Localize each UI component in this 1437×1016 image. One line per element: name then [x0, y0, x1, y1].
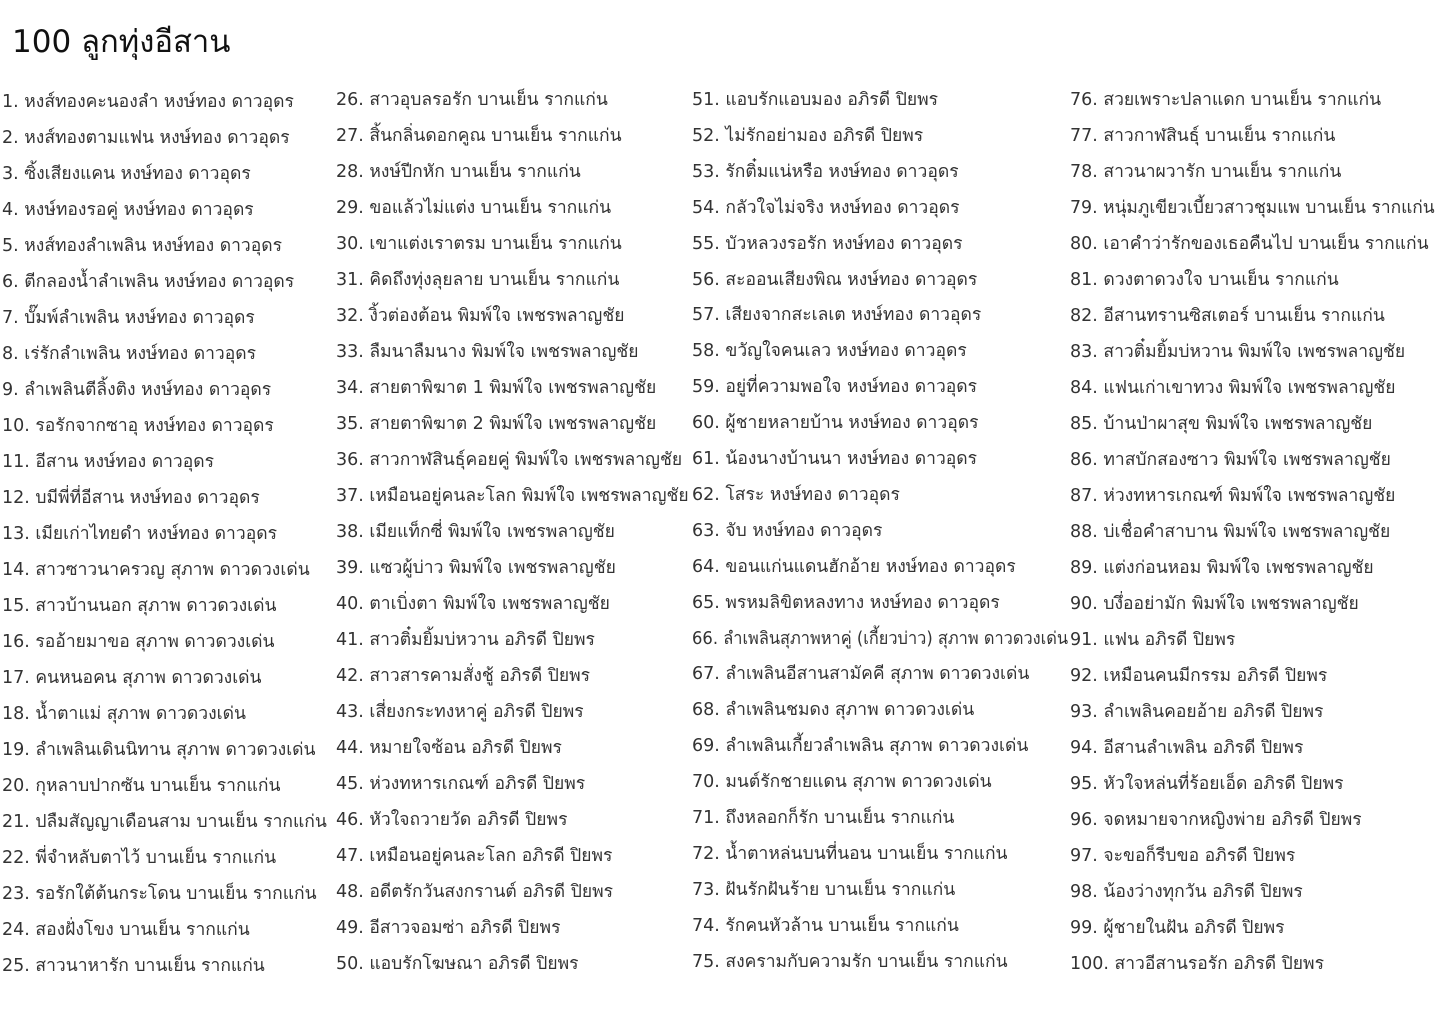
song-item: 16. รออ้ายมาขอ สุภาพ ดาวดวงเด่น [2, 632, 275, 652]
song-item: 96. จดหมายจากหญิงพ่าย อภิรดี ปิยพร [1070, 810, 1362, 830]
song-item: 81. ดวงตาดวงใจ บานเย็น รากแก่น [1070, 270, 1339, 290]
song-item: 30. เขาแต่งเราตรม บานเย็น รากแก่น [336, 234, 622, 254]
song-item: 67. ลำเพลินอีสานสามัคคี สุภาพ ดาวดวงเด่น [692, 664, 1030, 685]
song-item: 9. ลำเพลินตีลิ้งติง หงษ์ทอง ดาวอุดร [2, 380, 272, 400]
song-item: 7. บั๊มพ์ลำเพลิน หงษ์ทอง ดาวอุดร [2, 308, 255, 328]
song-item: 3. ซิ้งเสียงแคน หงษ์ทอง ดาวอุดร [2, 164, 251, 184]
song-item: 27. สิ้นกลิ่นดอกคูณ บานเย็น รากแก่น [336, 126, 622, 146]
song-item: 41. สาวติ๋มยิ้มบ่หวาน อภิรดี ปิยพร [336, 630, 595, 650]
song-item: 89. แต่งก่อนหอม พิมพ์ใจ เพชรพลาญชัย [1070, 558, 1374, 578]
song-item: 48. อดีตรักวันสงกรานต์ อภิรดี ปิยพร [336, 882, 614, 902]
song-item: 49. อีสาวจอมซ่า อภิรดี ปิยพร [336, 918, 561, 938]
song-item: 23. รอรักใต้ต้นกระโดน บานเย็น รากแก่น [2, 884, 317, 904]
song-item: 19. ลำเพลินเดินนิทาน สุภาพ ดาวดวงเด่น [2, 740, 316, 760]
song-item: 74. รักคนหัวล้าน บานเย็น รากแก่น [692, 915, 959, 936]
song-item: 24. สองฝั่งโขง บานเย็น รากแก่น [2, 920, 250, 940]
song-item: 1. หงส์ทองคะนองลำ หงษ์ทอง ดาวอุดร [2, 92, 294, 112]
song-item: 69. ลำเพลินเกี้ยวลำเพลิน สุภาพ ดาวดวงเด่น [692, 736, 1029, 757]
song-item: 12. บมีพี่ที่อีสาน หงษ์ทอง ดาวอุดร [2, 488, 260, 508]
song-item: 90. บงึ่ออย่ามัก พิมพ์ใจ เพชรพลาญชัย [1070, 594, 1359, 614]
song-item: 18. น้ำตาแม่ สุภาพ ดาวดวงเด่น [2, 704, 246, 724]
song-item: 64. ขอนแก่นแดนฮักอ้าย หงษ์ทอง ดาวอุดร [692, 556, 1016, 577]
song-item: 57. เสียงจากสะเลเต หงษ์ทอง ดาวอุดร [692, 305, 982, 326]
song-item: 53. รักติ๋มแน่หรือ หงษ์ทอง ดาวอุดร [692, 161, 959, 182]
song-item: 28. หงษ์ปีกหัก บานเย็น รากแก่น [336, 162, 581, 182]
song-item: 22. พี่จำหลับตาไว้ บานเย็น รากแก่น [2, 848, 277, 868]
song-item: 84. แฟนเก่าเขาทวง พิมพ์ใจ เพชรพลาญชัย [1070, 378, 1396, 398]
song-item: 47. เหมือนอยู่คนละโลก อภิรดี ปิยพร [336, 846, 613, 866]
song-item: 85. บ้านป่าผาสุข พิมพ์ใจ เพชรพลาญชัย [1070, 414, 1373, 434]
song-item: 14. สาวซาวนาครวญ สุภาพ ดาวดวงเด่น [2, 560, 310, 580]
song-item: 80. เอาคำว่ารักของเธอคืนไป บานเย็น รากแก่น [1070, 234, 1429, 254]
song-item: 54. กลัวใจไม่จริง หงษ์ทอง ดาวอุดร [692, 197, 960, 218]
song-item: 79. หนุ่มภูเขียวเบี้ยวสาวชุมแพ บานเย็น รากแก่น [1070, 198, 1435, 218]
song-item: 2. หงส์ทองตามแฟน หงษ์ทอง ดาวอุดร [2, 128, 290, 148]
song-item: 76. สวยเพราะปลาแดก บานเย็น รากแก่น [1070, 90, 1382, 110]
song-item: 58. ขวัญใจคนเลว หงษ์ทอง ดาวอุดร [692, 341, 967, 362]
song-item: 4. หงษ์ทองรอคู่ หงษ์ทอง ดาวอุดร [2, 200, 254, 220]
song-item: 43. เสี่ยงกระทงหาคู่ อภิรดี ปิยพร [336, 702, 584, 722]
page-title: 100 ลูกทุ่งอีสาน [12, 24, 231, 60]
song-item: 40. ตาเบิ่งตา พิมพ์ใจ เพชรพลาญชัย [336, 594, 610, 614]
song-item: 97. จะขอก็รีบขอ อภิรดี ปิยพร [1070, 846, 1296, 866]
song-item: 44. หมายใจซ้อน อภิรดี ปิยพร [336, 738, 562, 758]
song-item: 52. ไม่รักอย่ามอง อภิรดี ปิยพร [692, 125, 924, 146]
song-item: 42. สาวสารคามสั่งชู้ อภิรดี ปิยพร [336, 666, 591, 686]
song-item: 25. สาวนาหารัก บานเย็น รากแก่น [2, 956, 265, 976]
song-item: 36. สาวกาฬสินธุ์คอยคู่ พิมพ์ใจ เพชรพลาญชัย [336, 450, 683, 470]
song-item: 46. หัวใจถวายวัด อภิรดี ปิยพร [336, 810, 568, 830]
song-item: 61. น้องนางบ้านนา หงษ์ทอง ดาวอุดร [692, 449, 978, 469]
song-item: 26. สาวอุบลรอรัก บานเย็น รากแก่น [336, 90, 608, 110]
song-item: 92. เหมือนคนมีกรรม อภิรดี ปิยพร [1070, 666, 1328, 686]
song-item: 94. อีสานลำเพลิน อภิรดี ปิยพร [1070, 738, 1304, 758]
song-item: 63. จับ หงษ์ทอง ดาวอุดร [692, 520, 883, 541]
song-item: 29. ขอแล้วไม่แต่ง บานเย็น รากแก่น [336, 198, 612, 218]
song-item: 32. งิ้วต่องต้อน พิมพ์ใจ เพชรพลาญชัย [336, 306, 625, 326]
song-item: 72. น้ำตาหล่นบนที่นอน บานเย็น รากแก่น [692, 843, 1008, 864]
song-item: 95. หัวใจหล่นที่ร้อยเอ็ด อภิรดี ปิยพร [1070, 774, 1344, 794]
song-item: 31. คิดถึงทุ่งลุยลาย บานเย็น รากแก่น [336, 270, 620, 290]
song-item: 99. ผู้ชายในฝัน อภิรดี ปิยพร [1070, 918, 1285, 938]
song-item: 91. แฟน อภิรดี ปิยพร [1070, 630, 1236, 650]
song-item: 56. สะออนเสียงพิณ หงษ์ทอง ดาวอุดร [692, 269, 978, 290]
song-item: 20. กุหลาบปากซัน บานเย็น รากแก่น [2, 776, 281, 796]
song-item: 55. บัวหลวงรอรัก หงษ์ทอง ดาวอุดร [692, 233, 963, 254]
song-item: 73. ฝันรักฝันร้าย บานเย็น รากแก่น [692, 879, 956, 900]
song-item: 82. อีสานทรานซิสเตอร์ บานเย็น รากแก่น [1070, 306, 1385, 326]
song-item: 88. บ่เชื่อคำสาบาน พิมพ์ใจ เพชรพลาญชัย [1070, 522, 1391, 542]
song-item: 100. สาวอีสานรอรัก อภิรดี ปิยพร [1070, 954, 1324, 974]
song-item: 98. น้องว่างทุกวัน อภิรดี ปิยพร [1070, 882, 1303, 902]
song-item: 77. สาวกาฬสินธุ์ บานเย็น รากแก่น [1070, 126, 1336, 146]
song-item: 6. ตีกลองน้ำลำเพลิน หงษ์ทอง ดาวอุดร [2, 272, 295, 292]
song-item: 8. เร่รักลำเพลิน หงษ์ทอง ดาวอุดร [2, 344, 257, 364]
song-item: 38. เมียแท็กซี่ พิมพ์ใจ เพชรพลาญชัย [336, 522, 615, 542]
song-item: 50. แอบรักโฆษณา อภิรดี ปิยพร [336, 954, 579, 974]
song-item: 66. ลำเพลินสุภาพหาคู่ (เกี้ยวบ่าว) สุภาพ ดาวดวงเด่น [692, 628, 1069, 649]
song-item: 59. อยู่ที่ความพอใจ หงษ์ทอง ดาวอุดร [692, 377, 978, 398]
song-item: 11. อีสาน หงษ์ทอง ดาวอุดร [2, 452, 214, 472]
song-item: 87. ห่วงทหารเกณฑ์ พิมพ์ใจ เพชรพลาญชัย [1070, 486, 1396, 506]
song-item: 10. รอรักจากซาอุ หงษ์ทอง ดาวอุดร [2, 416, 274, 436]
song-item: 86. ทาสบักสองซาว พิมพ์ใจ เพชรพลาญชัย [1070, 450, 1391, 470]
song-item: 37. เหมือนอยู่คนละโลก พิมพ์ใจ เพชรพลาญชัย [336, 486, 689, 506]
song-item: 34. สายตาพิฆาต 1 พิมพ์ใจ เพชรพลาญชัย [336, 378, 657, 398]
song-item: 45. ห่วงทหารเกณฑ์ อภิรดี ปิยพร [336, 774, 586, 794]
song-item: 17. คนหนอคน สุภาพ ดาวดวงเด่น [2, 668, 262, 688]
song-item: 75. สงครามกับความรัก บานเย็น รากแก่น [692, 951, 1008, 972]
song-item: 21. ปลืมสัญญาเดือนสาม บานเย็น รากแก่น [2, 812, 327, 832]
song-item: 68. ลำเพลินชมดง สุภาพ ดาวดวงเด่น [692, 700, 975, 721]
song-item: 60. ผู้ชายหลายบ้าน หงษ์ทอง ดาวอุดร [692, 413, 979, 434]
song-item: 71. ถึงหลอกก็รัก บานเย็น รากแก่น [692, 808, 955, 828]
song-item: 5. หงส์ทองลำเพลิน หงษ์ทอง ดาวอุดร [2, 236, 282, 256]
song-item: 62. โสระ หงษ์ทอง ดาวอุดร [692, 484, 900, 505]
song-item: 70. มนต์รักชายแดน สุภาพ ดาวดวงเด่น [692, 772, 992, 793]
song-item: 33. ลืมนาลืมนาง พิมพ์ใจ เพชรพลาญชัย [336, 342, 639, 362]
song-item: 35. สายตาพิฆาต 2 พิมพ์ใจ เพชรพลาญชัย [336, 414, 657, 434]
song-item: 13. เมียเก่าไทยดำ หงษ์ทอง ดาวอุดร [2, 524, 277, 544]
song-item: 39. แซวผู้บ่าว พิมพ์ใจ เพชรพลาญชัย [336, 558, 616, 578]
song-item: 15. สาวบ้านนอก สุภาพ ดาวดวงเด่น [2, 596, 277, 616]
song-item: 83. สาวติ๋มยิ้มบ่หวาน พิมพ์ใจ เพชรพลาญชัย [1070, 342, 1406, 362]
song-item: 65. พรหมลิขิตหลงทาง หงษ์ทอง ดาวอุดร [692, 592, 1000, 613]
song-item: 93. ลำเพลินคอยอ้าย อภิรดี ปิยพร [1070, 702, 1324, 722]
song-item: 51. แอบรักแอบมอง อภิรดี ปิยพร [692, 90, 939, 110]
song-item: 78. สาวนาผวารัก บานเย็น รากแก่น [1070, 162, 1342, 182]
